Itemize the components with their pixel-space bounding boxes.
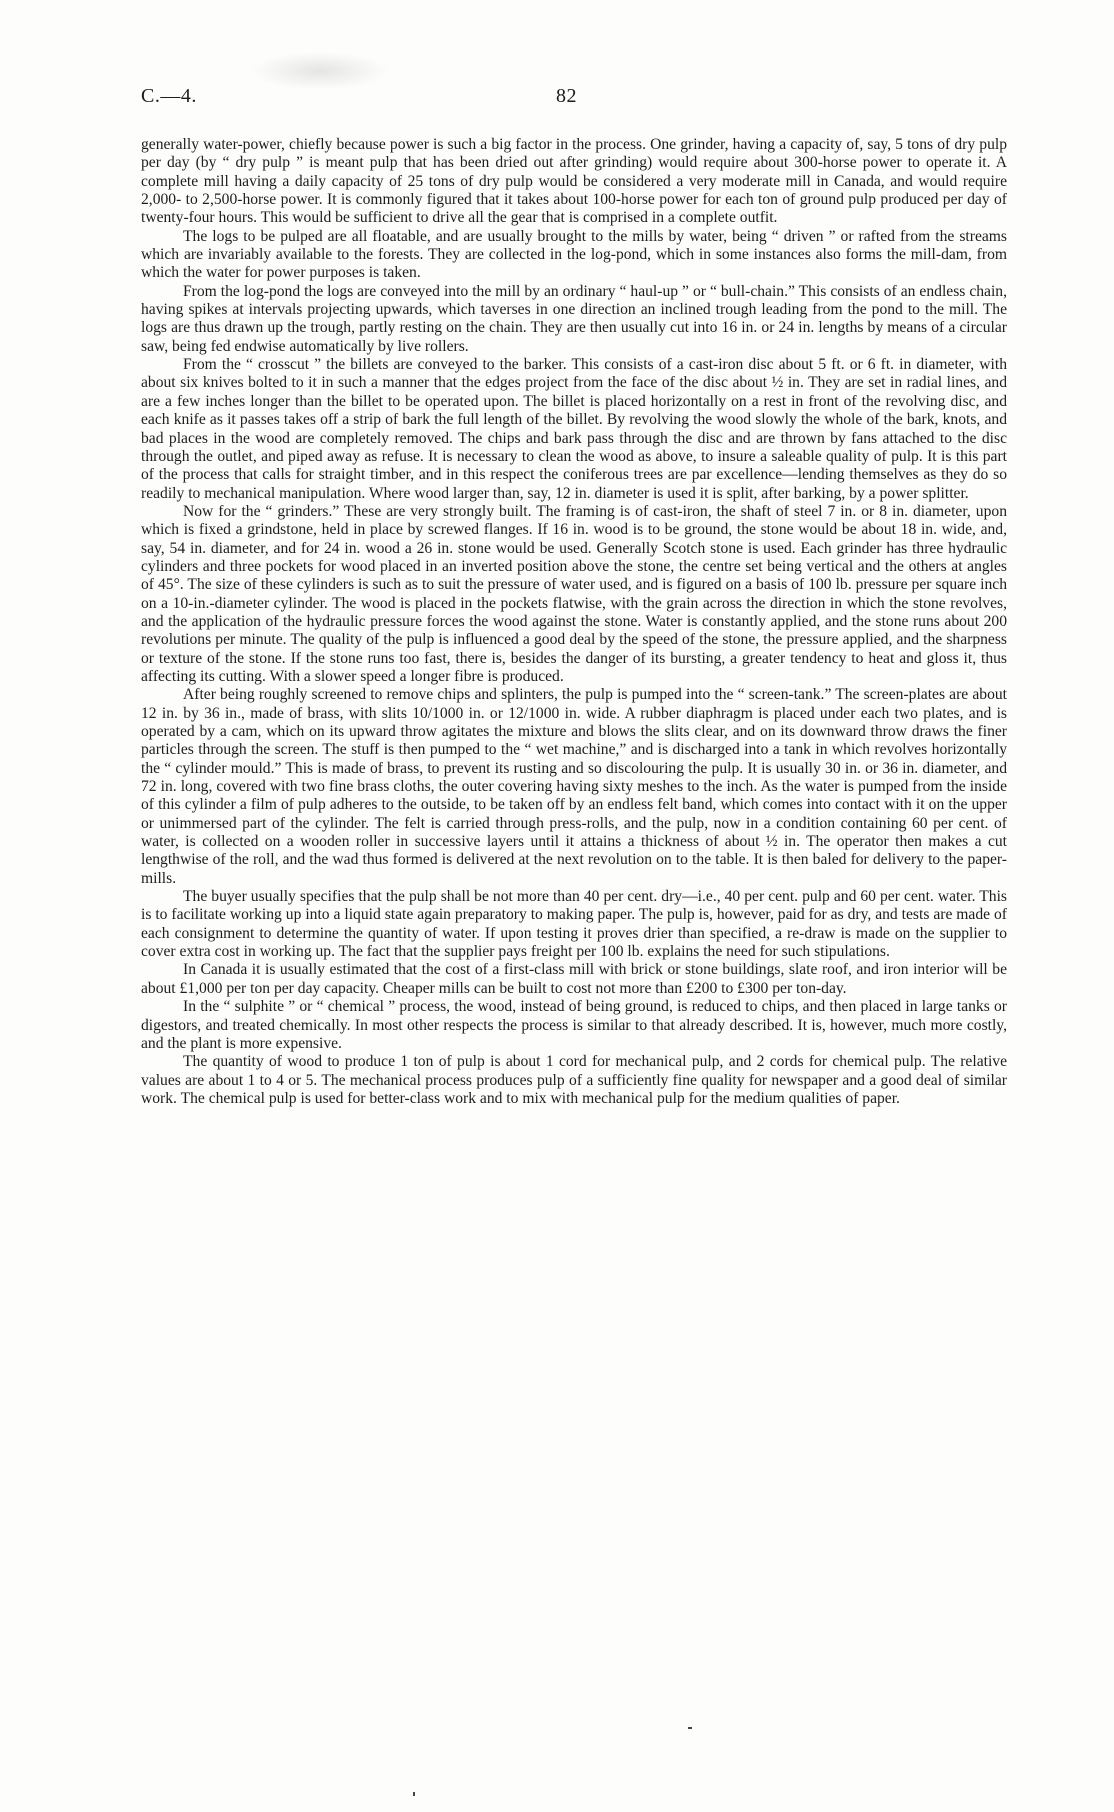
page-number: 82 — [556, 85, 577, 107]
paragraph: generally water-power, chiefly because power is such a big factor in the process. One grinder, having a capacity of, say, 5 tons of dry pulp per day (by “ dry pulp ” is meant pulp that has been dried out after grinding) would require about 300-horse power to operate it. A complete mill having a daily capacity of 25 tons of dry pulp would be considered a very moderate mill in Canada, and would require 2,000- to 2,500-horse power. It is commonly figured that it takes about 100-horse power for each ton of ground pulp produced per day of twenty-four hours. This would be sufficient to drive all the gear that is comprised in a complete outfit. — [141, 136, 1007, 227]
paragraph: From the “ crosscut ” the billets are conveyed to the barker. This consists of a cast-iron disc about 5 ft. or 6 ft. in diameter, with about six knives bolted to it in such a manner that the edges project from the face of the disc about ½ in. They are set in radial lines, and are a few inches longer than the billet to be operated upon. The billet is placed horizontally on a rest in front of the revolving disc, and each knife as it passes takes off a strip of bark the full length of the billet. By revolving the wood slowly the whole of the bark, knots, and bad places in the wood are completely removed. The chips and bark pass through the disc and are thrown by fans attached to the disc through the outlet, and piped away as refuse. It is necessary to clean the wood as above, to insure a saleable quality of pulp. It is this part of the process that calls for straight timber, and in this respect the coniferous trees are par excellence—lending themselves as they do so readily to mechanical manipulation. Where wood larger than, say, 12 in. diameter is used it is split, after barking, by a power splitter. — [141, 356, 1007, 502]
paragraph: From the log-pond the logs are conveyed into the mill by an ordinary “ haul-up ” or “ bull-chain.” This consists of an endless chain, having spikes at intervals projecting upwards, which taverses in one direction an inclined trough leading from the pond to the mill. The logs are thus drawn up the trough, partly resting on the chain. They are then usually cut into 16 in. or 24 in. lengths by means of a circular saw, being fed endwise automatically by live rollers. — [141, 282, 1007, 355]
scan-speck — [413, 1792, 415, 1796]
paragraph: In Canada it is usually estimated that the cost of a first-class mill with brick or stone buildings, slate roof, and iron interior will be about £1,000 per ton per day capacity. Cheaper mills can be built to cost not more than £200 to £300 per ton-day. — [141, 961, 1007, 997]
paragraph: The quantity of wood to produce 1 ton of pulp is about 1 cord for mechanical pulp, and 2 cords for chemical pulp. The relative values are about 1 to 4 or 5. The mechanical process produces pulp of a sufficiently fine quality for newspaper and a good deal of similar work. The chemical pulp is used for better-class work and to mix with mechanical pulp for the medium qualities of paper. — [141, 1053, 1007, 1107]
page-header — [141, 85, 1001, 115]
document-reference: C.—4. — [141, 85, 197, 107]
paragraph: Now for the “ grinders.” These are very strongly built. The framing is of cast-iron, the shaft of steel 7 in. or 8 in. diameter, upon which is fixed a grindstone, held in place by screwed flanges. If 16 in. wood is to be ground, the stone would be about 18 in. wide, and, say, 54 in. diameter, and for 24 in. wood a 26 in. stone would be used. Generally Scotch stone is used. Each grinder has three hydraulic cylinders and three pockets for wood placed in an inverted position above the stone, the centre set being vertical and the others at angles of 45°. The size of these cylinders is such as to suit the pressure of water used, and is figured on a basis of 100 lb. pressure per square inch on a 10-in.-diameter cylinder. The wood is placed in the pockets flatwise, with the grain across the direction in which the stone revolves, and the application of the hydraulic pressure forces the wood against the stone. Water is constantly applied, and the stone runs about 200 revolutions per minute. The quality of the pulp is influenced a good deal by the speed of the stone, the pressure applied, and the sharpness or texture of the stone. If the stone runs too fast, there is, besides the danger of its bursting, a greater tendency to heat and gloss it, thus affecting its cutting. With a slower speed a longer fibre is produced. — [141, 502, 1007, 685]
body-text — [141, 136, 1007, 1108]
paragraph: In the “ sulphite ” or “ chemical ” process, the wood, instead of being ground, is reduced to chips, and then placed in large tanks or digestors, and treated chemically. In most other respects the process is similar to that already described. It is, however, much more costly, and the plant is more expensive. — [141, 998, 1007, 1052]
scan-speck — [688, 1727, 692, 1729]
paragraph: The logs to be pulped are all floatable, and are usually brought to the mills by water, being “ driven ” or rafted from the streams which are invariably available to the forests. They are collected in the log-pond, which in some instances also forms the mill-dam, from which the water for power purposes is taken. — [141, 227, 1007, 282]
paragraph: The buyer usually specifies that the pulp shall be not more than 40 per cent. dry—i.e., 40 per cent. pulp and 60 per cent. water. This is to facilitate working up into a liquid state again preparatory to making paper. The pulp is, however, paid for as dry, and tests are made of each consignment to determine the quantity of water. If upon testing it proves drier than specified, a re-draw is made on the supplier to cover extra cost in working up. The fact that the supplier pays freight per 100 lb. explains the need for such stipulations. — [141, 888, 1007, 961]
paragraph: After being roughly screened to remove chips and splinters, the pulp is pumped into the “ screen-tank.” The screen-plates are about 12 in. by 36 in., made of brass, with slits 10/1000 in. or 12/1000 in. wide. A rubber diaphragm is placed under each two plates, and is operated by a cam, which on its upward throw agitates the mixture and blows the slits clear, and on its downward throw draws the finer particles through the screen. The stuff is then pumped to the “ wet machine,” and is discharged into a tank in which revolves horizontally the “ cylinder mould.” This is made of brass, to prevent its rusting and so discolouring the pulp. It is usually 30 in. or 36 in. diameter, and 72 in. long, covered with two fine brass cloths, the outer covering having sixty meshes to the inch. As the water is pumped from the inside of this cylinder a film of pulp adheres to the outside, to be taken off by an endless felt band, which comes into contact with it on the upper or unimmersed part of the cylinder. The felt is carried through press-rolls, and the pulp, now in a condition containing 60 per cent. of water, is collected on a wooden roller in successive layers until it attains a thickness of about ½ in. The operator then makes a cut lengthwise of the roll, and the wad thus formed is delivered at the next revolution on to the table. It is then baled for delivery to the paper-mills. — [141, 686, 1007, 887]
